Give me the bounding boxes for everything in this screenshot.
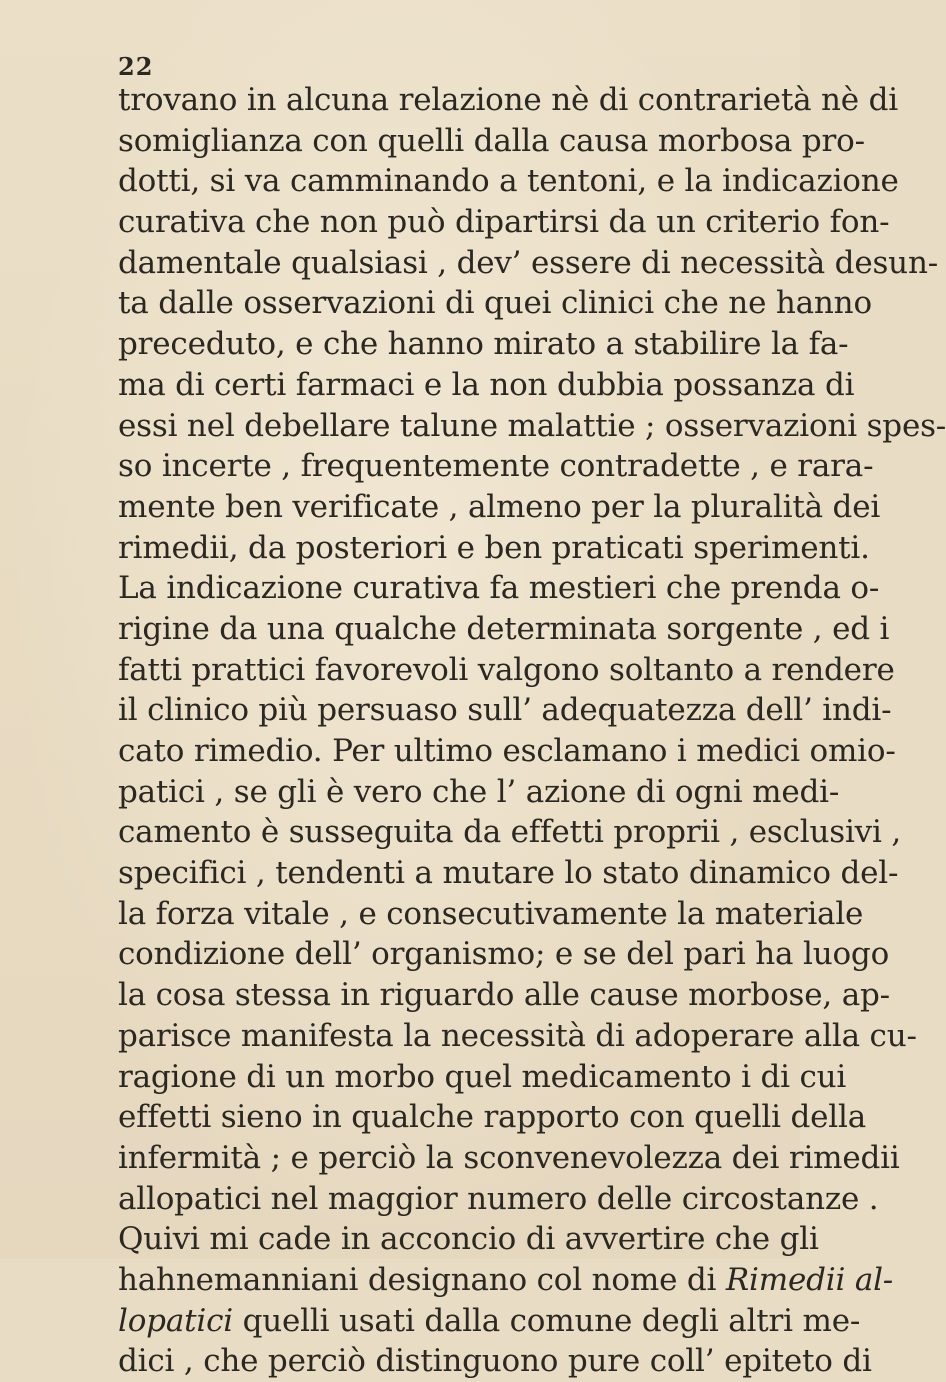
text-line: camento è susseguita da effetti proprii , esclusivi , xyxy=(118,814,902,851)
text-line: somiglianza con quelli dalla causa morbosa pro- xyxy=(118,122,865,159)
text-line: effetti sieno in qualche rapporto con quelli della xyxy=(118,1099,866,1136)
text-line: curativa che non può dipartirsi da un criterio fon- xyxy=(118,204,890,241)
page-number: 22 xyxy=(118,52,154,81)
text-line: Quivi mi cade in acconcio di avvertire che gli xyxy=(118,1221,819,1258)
text-line: il clinico più persuaso sull’ adequatezza dell’ indi- xyxy=(118,692,892,729)
text-line: cato rimedio. Per ultimo esclamano i medici omio- xyxy=(118,733,896,769)
text-line: so incerte , frequentemente contradette , e rara- xyxy=(118,448,874,485)
text-line: infermità ; e perciò la sconvenevolezza dei rimedii xyxy=(118,1139,900,1176)
text-line: la cosa stessa in riguardo alle cause morbose, ap- xyxy=(118,977,890,1014)
text-segment: hahnemanniani designano col nome di xyxy=(118,1261,726,1298)
text-line: patici , se gli è vero che l’ azione di ogni medi- xyxy=(118,773,840,810)
text-segment: quelli usati dalla comune degli altri me- xyxy=(232,1302,861,1339)
text-line: mente ben verificate , almeno per la pluralità dei xyxy=(118,488,881,525)
text-line: preceduto, e che hanno mirato a stabilire la fa- xyxy=(118,326,849,363)
text-line: ragione di un morbo quel medicamento i di cui xyxy=(118,1058,847,1095)
text-line: parisce manifesta la necessità di adoperare alla cu- xyxy=(118,1017,917,1054)
text-line-with-italic xyxy=(118,1301,861,1342)
italic-term: Rimedii al- xyxy=(725,1261,894,1298)
text-line: damentale qualsiasi , dev’ essere di necessità desun- xyxy=(118,244,938,281)
text-line: dici , che perciò distinguono pure coll’ epiteto di xyxy=(118,1343,872,1380)
text-line: ma di certi farmaci e la non dubbia possanza di xyxy=(118,366,855,403)
text-line: la forza vitale , e consecutivamente la materiale xyxy=(118,895,864,932)
text-line-with-italic xyxy=(118,1260,894,1301)
text-line: rigine da una qualche determinata sorgente , ed i xyxy=(118,610,890,647)
text-line: La indicazione curativa fa mestieri che prenda o- xyxy=(118,570,880,607)
text-line: rimedii, da posteriori e ben praticati sperimenti. xyxy=(118,529,870,566)
text-line: fatti prattici favorevoli valgono soltanto a rendere xyxy=(118,651,895,688)
body-text xyxy=(118,80,946,1382)
text-line: condizione dell’ organismo; e se del pari ha luogo xyxy=(118,936,890,973)
italic-term: lopatici xyxy=(118,1302,233,1339)
text-line: dotti, si va camminando a tentoni, e la indicazione xyxy=(118,163,899,200)
text-line: essi nel debellare talune malattie ; osservazioni spes- xyxy=(118,407,946,444)
text-line: specifici , tendenti a mutare lo stato dinamico del- xyxy=(118,855,899,892)
text-line: trovano in alcuna relazione nè di contrarietà nè di xyxy=(118,82,898,118)
text-line: allopatici nel maggior numero delle circostanze . xyxy=(118,1180,879,1217)
text-line: ta dalle osservazioni di quei clinici che ne hanno xyxy=(118,285,872,322)
